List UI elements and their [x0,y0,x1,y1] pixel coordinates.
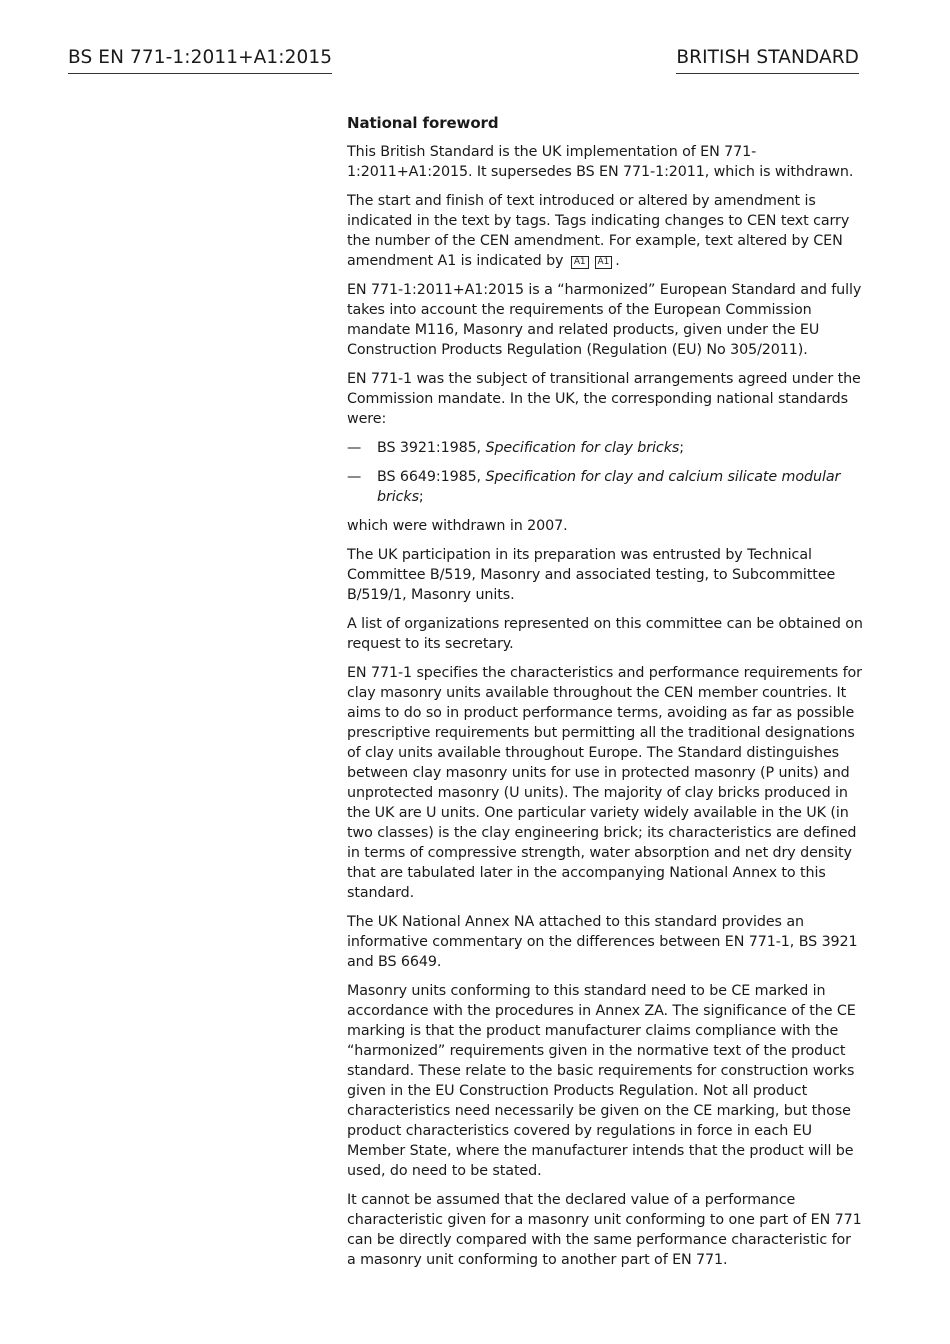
list-dash: — [347,440,362,456]
paragraph-withdrawn: which were withdrawn in 2007. [347,518,568,534]
paragraph-amendment-tags [347,191,863,271]
list-item-end: ; [679,440,684,456]
header-standard-number: BS EN 771-1:2011+A1:2015 [68,46,332,74]
amendment-tag-close-icon: A1 [595,256,613,269]
list-item-text [377,467,863,507]
standard-title: Specification for clay bricks [485,440,680,456]
standard-code: BS 3921:1985, [377,440,482,456]
section-title: National foreword [347,114,499,132]
standard-title: Specification for clay and calcium silicate modular bricks [377,469,841,505]
amendment-tag-open-icon: A1 [571,256,589,269]
list-dash: — [347,469,362,485]
paragraph-committee: The UK participation in its preparation was entrusted by Technical Committee B/519, Masonry and associated testing, to Subcommittee B/519/1, Masonry units. [347,547,836,603]
standard-code: BS 6649:1985, [377,469,482,485]
paragraph-harmonized: EN 771-1:2011+A1:2015 is a “harmonized” European Standard and fully takes into account the requirements of the European Commission mandate M116, Masonry and related products, given under the EU Construction Products Regulation (Regulation (EU) No 305/2011). [347,282,862,358]
national-foreword [347,113,863,1279]
list-item [347,467,863,507]
list-item [347,438,863,458]
paragraph-implementation: This British Standard is the UK implementation of EN 771-1:2011+A1:2015. It supersedes BS EN 771-1:2011, which is withdrawn. [347,144,854,180]
withdrawn-standards-list [347,438,863,507]
paragraph-organizations: A list of organizations represented on this committee can be obtained on request to its secretary. [347,616,863,652]
paragraph-ce-marking: Masonry units conforming to this standard need to be CE marked in accordance with the procedures in Annex ZA. The significance of the CE marking is that the product manufacturer claims compliance with the “harmonized” requirements given in the normative text of the product standard. These relate to the basic requirements for construction works given in the EU Construction Products Regulation. Not all product characteristics need necessarily be given on the CE marking, but those product characteristics covered by regulations in force in each EU Member State, where the manufacturer intends that the product will be used, do need to be stated. [347,983,856,1179]
list-item-text [377,438,684,458]
paragraph-comparison: It cannot be assumed that the declared value of a performance characteristic given for a masonry unit conforming to one part of EN 771 can be directly compared with the same performance characteristic for a masonry unit conforming to another part of EN 771. [347,1192,862,1268]
amendment-tags-end: . [615,253,620,269]
paragraph-scope: EN 771-1 specifies the characteristics and performance requirements for clay masonry units available throughout the CEN member countries. It aims to do so in product performance terms, avoiding as far as possible prescriptive requirements but permitting all the traditional designations of clay units available throughout Europe. The Standard distinguishes between clay masonry units for use in protected masonry (P units) and unprotected masonry (U units). The majority of clay bricks produced in the UK are U units. One particular variety widely available in the UK (in two classes) is the clay engineering brick; its characteristics are defined in terms of compressive strength, water absorption and net dry density that are tabulated later in the accompanying National Annex to this standard. [347,665,862,901]
paragraph-national-annex: The UK National Annex NA attached to this standard provides an informative commentary on the differences between EN 771-1, BS 3921 and BS 6649. [347,914,858,970]
paragraph-transitional: EN 771-1 was the subject of transitional arrangements agreed under the Commission mandate. In the UK, the corresponding national standards were: [347,371,861,427]
amendment-tags-text: The start and finish of text introduced or altered by amendment is indicated in the text by tags. Tags indicating changes to CEN text carry the number of the CEN amendment. For example, text altered by CEN amendment A1 is indicated by [347,193,850,269]
header-british-standard: BRITISH STANDARD [676,46,859,74]
list-item-end: ; [418,489,424,505]
